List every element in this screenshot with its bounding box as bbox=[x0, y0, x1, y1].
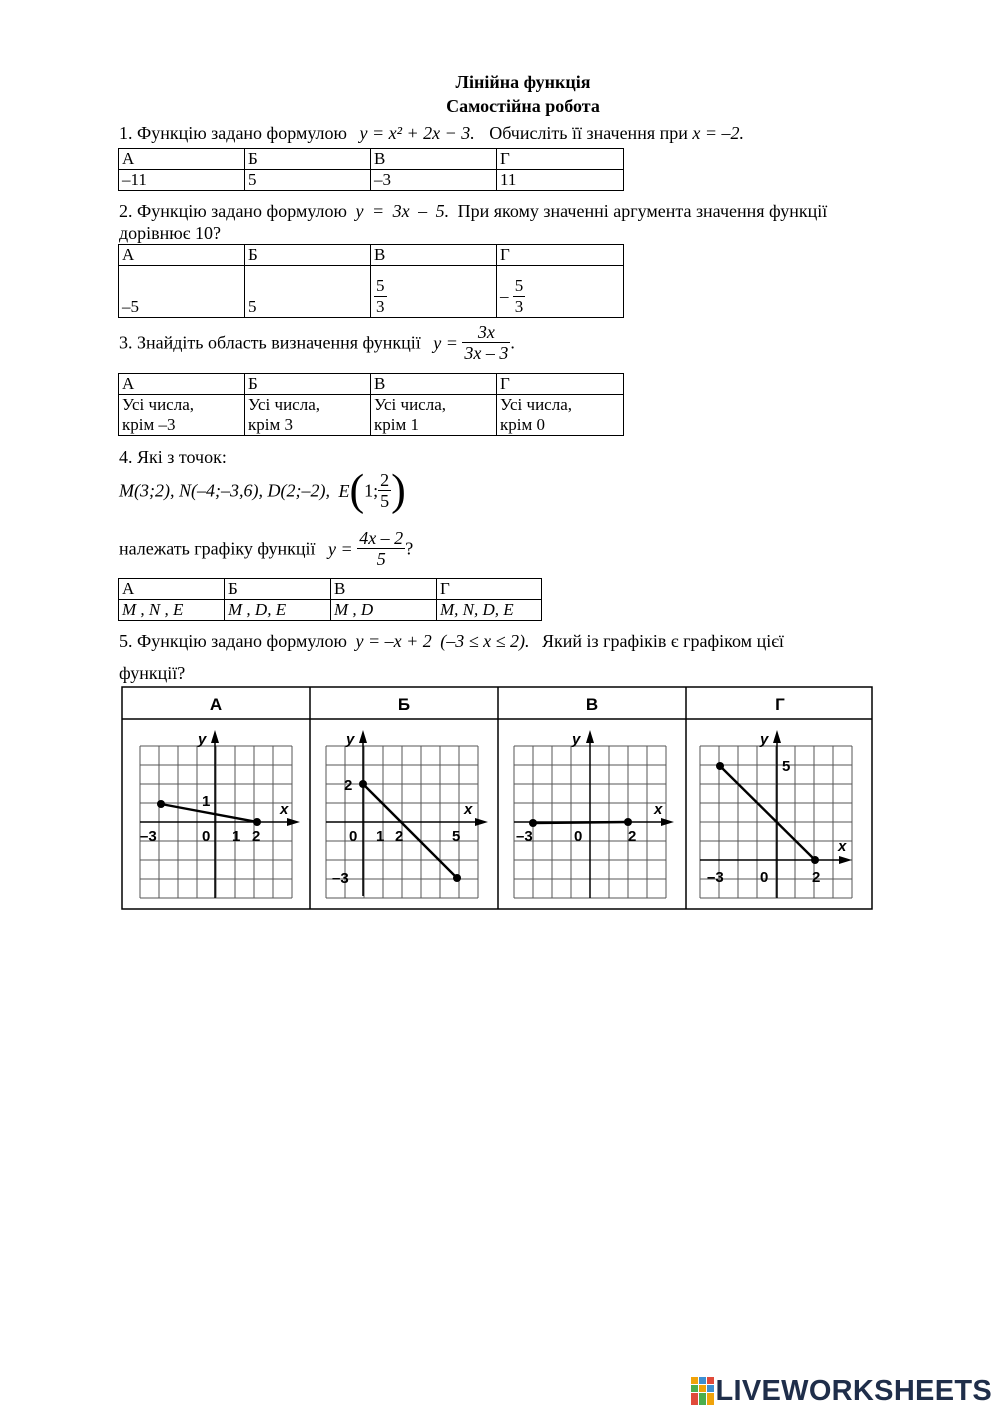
q4-header-v: В bbox=[331, 579, 437, 600]
liveworksheets-logo-text: LIVEWORKSHEETS bbox=[715, 1374, 992, 1407]
q3-fraction: $\frac{3x}{3x - 3}$ bbox=[464, 322, 509, 363]
question-1 bbox=[119, 122, 744, 144]
q1-formula: y = x² + 2x − 3. bbox=[359, 123, 475, 143]
q5-graphs-panel bbox=[120, 686, 875, 912]
graph-a-label-2: 2 bbox=[252, 828, 261, 845]
graph-v-label-minus3: –3 bbox=[516, 828, 533, 845]
graph-b-label-2: 2 bbox=[395, 828, 404, 845]
q4-header-a: А bbox=[119, 579, 225, 600]
q2-line2: дорівнює 10? bbox=[119, 223, 221, 243]
q1-condition: x = –2. bbox=[692, 123, 745, 143]
q2-header-b: Б bbox=[245, 245, 371, 266]
q2-prefix: 2. Функцію задано формулою bbox=[119, 201, 347, 221]
q3-header-v: В bbox=[371, 374, 497, 395]
graph-v[interactable] bbox=[514, 730, 674, 898]
graph-g-y-label: y bbox=[760, 731, 769, 748]
q3-answer-b[interactable]: Усі числа, крім 3 bbox=[245, 395, 371, 436]
q1-answer-g[interactable]: 11 bbox=[497, 170, 624, 191]
q2-answer-g[interactable] bbox=[497, 266, 624, 318]
q5-header-a: А bbox=[209, 695, 223, 714]
graph-b-x-label: x bbox=[464, 801, 473, 818]
q4-y: y = bbox=[328, 538, 353, 559]
graph-a-point-start bbox=[157, 800, 165, 808]
q1-answer-a[interactable]: –11 bbox=[119, 170, 245, 191]
q3-y: y = bbox=[433, 332, 458, 353]
q4-answer-v[interactable]: M , D bbox=[331, 600, 437, 621]
graph-a-y-label: y bbox=[198, 731, 207, 748]
q1-answer-table bbox=[118, 148, 624, 191]
graph-v-x-label: x bbox=[654, 801, 663, 818]
liveworksheets-logo-icon bbox=[690, 1376, 716, 1406]
q3-answer-table bbox=[118, 373, 624, 436]
q4-function-line: належать графіку функції y = $\frac{4x - 2}{5}$ ? bbox=[119, 528, 414, 569]
graph-v-point-start bbox=[529, 819, 537, 827]
question-5 bbox=[119, 630, 784, 652]
q2-answer-b[interactable]: 5 bbox=[245, 266, 371, 318]
q4-points: M(3;2), N(–4;–3,6), D(2;–2), E(1; $\frac{2}{5}$ ) bbox=[119, 465, 406, 515]
q5-formula: y = –x + 2 bbox=[355, 631, 432, 651]
q4-e-fraction: $\frac{2}{5}$ bbox=[380, 470, 390, 511]
graph-b-point-end bbox=[453, 874, 461, 882]
table-row bbox=[119, 245, 624, 266]
q3-header-g: Г bbox=[497, 374, 624, 395]
q2-formula: y = 3x – 5. bbox=[355, 201, 450, 221]
table-row bbox=[119, 266, 624, 318]
q3-answer-g[interactable]: Усі числа, крім 0 bbox=[497, 395, 624, 436]
question-3: 3. Знайдіть область визначення функції y = $\frac{3x}{3x - 3}$ . bbox=[119, 322, 515, 363]
table-row bbox=[119, 170, 624, 191]
graph-b-label-5: 5 bbox=[452, 828, 461, 845]
graph-a-label-1: 1 bbox=[232, 828, 241, 845]
graph-b-label-y2: 2 bbox=[344, 777, 353, 794]
q5-header-v: В bbox=[585, 695, 599, 714]
q2-fraction-g: $\frac{5}{3}$ bbox=[514, 276, 524, 316]
graph-g-label-y5: 5 bbox=[782, 758, 791, 775]
table-row bbox=[119, 395, 624, 436]
graph-b-label-ym3: –3 bbox=[332, 870, 349, 887]
q1-prefix: 1. Функцію задано формулою bbox=[119, 123, 347, 143]
q4-point-e: E bbox=[338, 480, 350, 501]
q4-answer-g[interactable]: M, N, D, E bbox=[437, 600, 542, 621]
q1-answer-v[interactable]: –3 bbox=[371, 170, 497, 191]
q3-answer-a[interactable]: Усі числа, крім –3 bbox=[119, 395, 245, 436]
q3-header-a: А bbox=[119, 374, 245, 395]
graph-g-label-2: 2 bbox=[812, 869, 821, 886]
graph-a[interactable] bbox=[140, 730, 300, 898]
graph-g-label-0: 0 bbox=[760, 869, 769, 886]
q5-suffix: Який із графіків є графіком цієї bbox=[542, 631, 784, 651]
table-row bbox=[119, 149, 624, 170]
graph-b-y-label: y bbox=[346, 731, 355, 748]
q2-answer-v[interactable] bbox=[371, 266, 497, 318]
graph-b-label-0: 0 bbox=[349, 828, 358, 845]
q4-points-list: M(3;2), N(–4;–3,6), D(2;–2), bbox=[119, 480, 330, 501]
page-title: Лінійна функція bbox=[455, 72, 591, 92]
q2-answer-a[interactable]: –5 bbox=[119, 266, 245, 318]
graph-a-x-label: x bbox=[280, 801, 289, 818]
graph-v-label-2: 2 bbox=[628, 828, 637, 845]
q2-suffix: При якому значенні аргумента значення функції bbox=[457, 201, 828, 221]
table-row bbox=[119, 374, 624, 395]
graph-a-point-end bbox=[253, 818, 261, 826]
q4-fraction: $\frac{4x - 2}{5}$ bbox=[359, 528, 404, 569]
graph-v-x-arrow bbox=[661, 818, 674, 826]
q4-belongs: належать графіку функції bbox=[119, 538, 316, 559]
liveworksheets-logo bbox=[690, 1373, 993, 1409]
q4-answer-b[interactable]: M , D, E bbox=[225, 600, 331, 621]
q3-prefix: 3. Знайдіть область визначення функції bbox=[119, 332, 421, 353]
graph-g-x-arrow bbox=[839, 856, 852, 864]
graph-g[interactable] bbox=[700, 730, 852, 898]
q2-header-v: В bbox=[371, 245, 497, 266]
graph-a-label-0: 0 bbox=[202, 828, 211, 845]
q5-range: (–3 ≤ x ≤ 2). bbox=[440, 631, 530, 651]
table-row bbox=[119, 600, 542, 621]
q1-header-b: Б bbox=[245, 149, 371, 170]
graph-v-segment bbox=[533, 822, 628, 823]
graph-b[interactable] bbox=[326, 730, 488, 898]
graph-g-y-arrow bbox=[773, 730, 781, 743]
q5-line2: функції? bbox=[119, 663, 186, 683]
graph-g-x-label: x bbox=[838, 838, 847, 855]
graph-a-label-minus3: –3 bbox=[140, 828, 157, 845]
q2-fraction-v: $\frac{5}{3}$ bbox=[376, 276, 385, 316]
graph-g-segment bbox=[720, 766, 815, 860]
q3-answer-v[interactable]: Усі числа, крім 1 bbox=[371, 395, 497, 436]
q4-intro: 4. Які з точок: bbox=[119, 447, 227, 467]
graph-a-label-y1: 1 bbox=[202, 793, 211, 810]
q2-header-a: А bbox=[119, 245, 245, 266]
graph-v-y-arrow bbox=[586, 730, 594, 743]
q1-answer-b[interactable]: 5 bbox=[245, 170, 371, 191]
q4-header-b: Б bbox=[225, 579, 331, 600]
q1-header-a: А bbox=[119, 149, 245, 170]
page-subtitle: Самостійна робота bbox=[446, 96, 600, 116]
q5-prefix: 5. Функцію задано формулою bbox=[119, 631, 347, 651]
graph-v-label-0: 0 bbox=[574, 828, 583, 845]
q1-header-v: В bbox=[371, 149, 497, 170]
q1-suffix: Обчисліть її значення при bbox=[489, 123, 688, 143]
q2-minus: – bbox=[500, 286, 509, 306]
graph-g-point-end bbox=[811, 856, 819, 864]
graph-b-x-arrow bbox=[475, 818, 488, 826]
graph-b-y-arrow bbox=[359, 730, 367, 743]
q4-answer-table bbox=[118, 578, 542, 621]
q2-answer-table bbox=[118, 244, 624, 318]
table-row bbox=[119, 579, 542, 600]
graph-g-point-start bbox=[716, 762, 724, 770]
graph-v-y-label: y bbox=[572, 731, 581, 748]
graph-a-y-arrow bbox=[211, 730, 219, 743]
graph-a-x-arrow bbox=[287, 818, 300, 826]
graph-b-label-1: 1 bbox=[376, 828, 385, 845]
graph-v-point-end bbox=[624, 818, 632, 826]
q4-answer-a[interactable]: M , N , E bbox=[119, 600, 225, 621]
q1-header-g: Г bbox=[497, 149, 624, 170]
graph-b-point-start bbox=[359, 780, 367, 788]
q2-header-g: Г bbox=[497, 245, 624, 266]
q5-header-b: Б bbox=[397, 695, 411, 714]
q3-header-b: Б bbox=[245, 374, 371, 395]
q4-header-g: Г bbox=[437, 579, 542, 600]
graph-g-label-minus3: –3 bbox=[707, 869, 724, 886]
question-2 bbox=[119, 200, 827, 222]
q5-header-g: Г bbox=[775, 695, 785, 714]
